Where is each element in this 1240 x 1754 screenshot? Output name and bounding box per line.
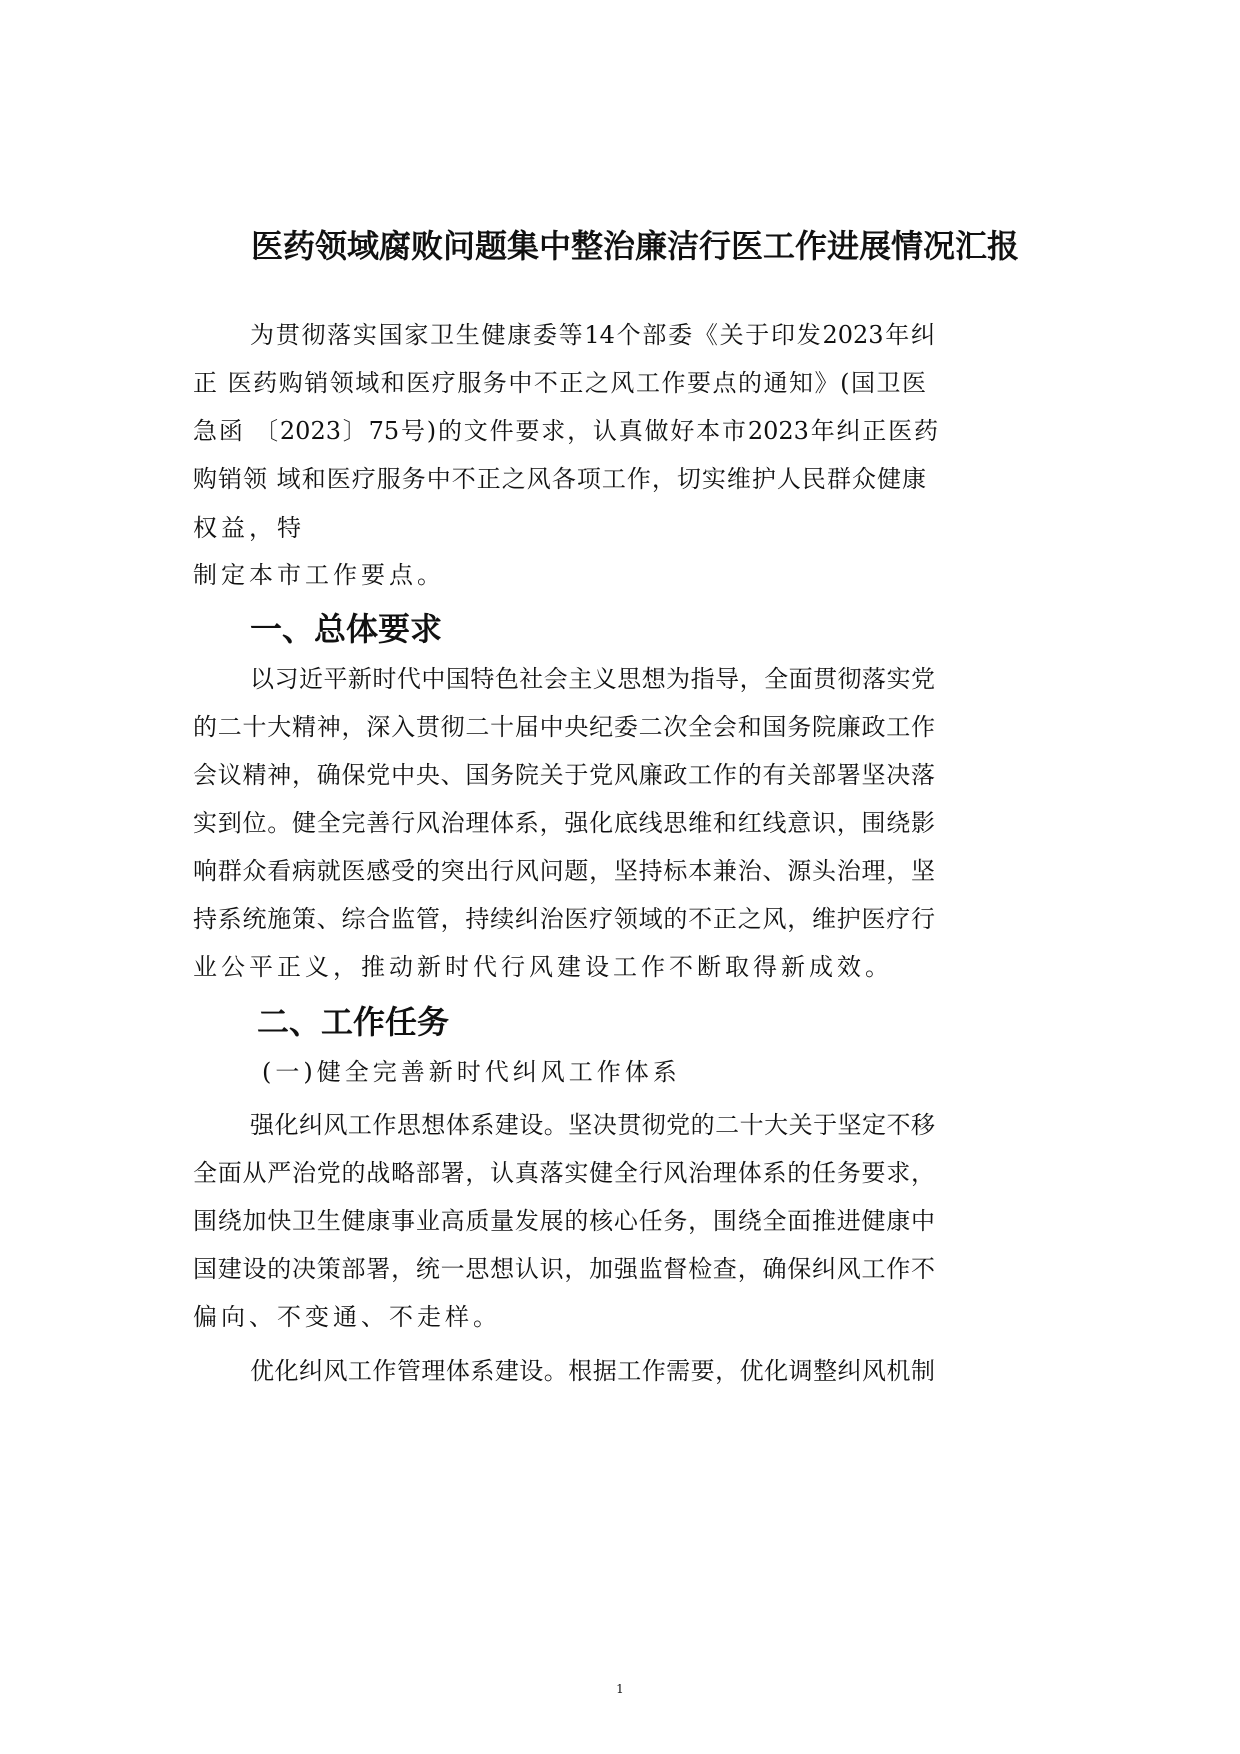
section1-line-2: 的二十大精神，深入贯彻二十届中央纪委二次全会和国务院廉政工作 xyxy=(193,713,935,741)
section2-para1-line-4: 国建设的决策部署，统一思想认识，加强监督检查，确保纠风工作不 xyxy=(193,1255,935,1283)
intro-line-1: 为贯彻落实国家卫生健康委等14个部委《关于印发2023年纠 xyxy=(250,321,935,349)
section2-para1-line-5: 偏向、不变通、不走样。 xyxy=(193,1303,501,1331)
section2-para1-line-2: 全面从严治党的战略部署，认真落实健全行风治理体系的任务要求， xyxy=(193,1159,935,1187)
section-heading-work-tasks: 二、工作任务 xyxy=(257,1003,450,1041)
section2-para1-line-3: 围绕加快卫生健康事业高质量发展的核心任务，围绕全面推进健康中 xyxy=(193,1207,935,1235)
page-number: 1 xyxy=(616,1682,624,1696)
section2-para2-line-1: 优化纠风工作管理体系建设。根据工作需要，优化调整纠风机制 xyxy=(250,1357,935,1385)
section1-line-7: 业公平正义，推动新时代行风建设工作不断取得新成效。 xyxy=(193,953,893,981)
section1-line-6: 持系统施策、综合监管，持续纠治医疗领域的不正之风，维护医疗行 xyxy=(193,905,935,933)
section1-line-1: 以习近平新时代中国特色社会主义思想为指导，全面贯彻落实党 xyxy=(250,665,935,693)
section1-line-3: 会议精神，确保党中央、国务院关于党风廉政工作的有关部署坚决落 xyxy=(193,761,935,789)
intro-line-3: 急函 〔2023〕75号)的文件要求，认真做好本市2023年纠正医药 xyxy=(193,417,938,445)
document-title: 医药领域腐败问题集中整治廉洁行医工作进展情况汇报 xyxy=(250,227,1019,265)
subsection-heading-1: (一)健全完善新时代纠风工作体系 xyxy=(262,1058,681,1086)
intro-line-4: 购销领 域和医疗服务中不正之风各项工作，切实维护人民群众健康 xyxy=(193,465,926,493)
section1-line-4: 实到位。健全完善行风治理体系，强化底线思维和红线意识，围绕影 xyxy=(193,809,935,837)
section1-line-5: 响群众看病就医感受的突出行风问题，坚持标本兼治、源头治理，坚 xyxy=(193,857,935,885)
section-heading-general-requirements: 一、总体要求 xyxy=(250,610,443,648)
intro-line-5: 权益，特 xyxy=(193,514,305,542)
section2-para1-line-1: 强化纠风工作思想体系建设。坚决贯彻党的二十大关于坚定不移 xyxy=(250,1111,935,1139)
intro-line-2: 正 医药购销领域和医疗服务中不正之风工作要点的通知》(国卫医 xyxy=(193,369,926,397)
intro-line-6: 制定本市工作要点。 xyxy=(193,561,445,589)
